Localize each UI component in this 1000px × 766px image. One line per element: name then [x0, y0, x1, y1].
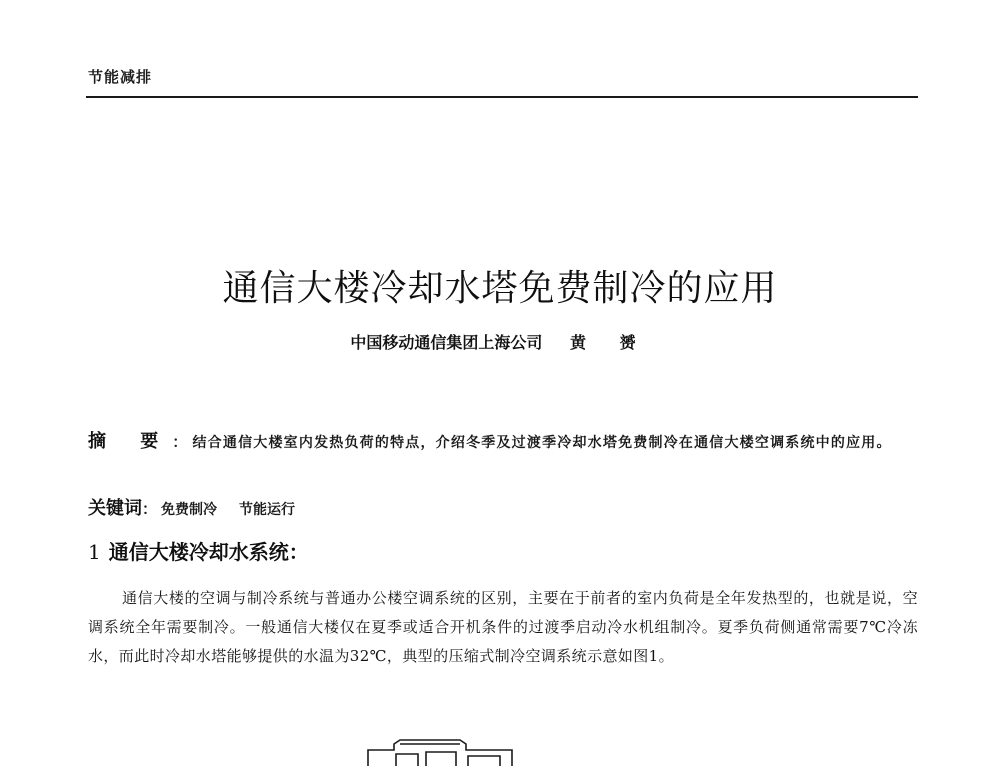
section-number: 1 [88, 540, 101, 564]
abstract-label: 摘 要 [88, 431, 173, 452]
section-heading [88, 536, 309, 565]
article-title: 通信大楼冷却水塔免费制冷的应用 [222, 268, 778, 309]
author-name: 黄 赟 [570, 333, 650, 352]
header-rule [86, 96, 918, 98]
keyword-item: 节能运行 [239, 502, 296, 518]
keywords-label: 关键词 [88, 498, 142, 519]
running-head-section: 节能减排 [88, 68, 153, 86]
abstract-text: 结合通信大楼室内发热负荷的特点，介绍冬季及过渡季冷却水塔免费制冷在通信大楼空调系统中的应用。 [192, 435, 892, 451]
cooling-system-diagram-icon [360, 736, 520, 766]
author-affiliation: 中国移动通信集团上海公司 [350, 333, 543, 352]
byline [0, 330, 1000, 353]
keywords [88, 494, 918, 520]
section-title: 通信大楼冷却水系统： [108, 540, 309, 564]
abstract-label-colon: ： [172, 433, 189, 451]
abstract [88, 428, 918, 457]
keywords-label-colon: ： [142, 500, 158, 518]
body-paragraph: 通信大楼的空调与制冷系统与普通办公楼空调系统的区别，主要在于前者的室内负荷是全年发热型的，也就是说，空调系统全年需要制冷。一般通信大楼仅在夏季或适合开机条件的过渡季启动冷水机组制冷。夏季负荷侧通常需要7℃冷冻水，而此时冷却水塔能够提供的水温为32℃，典型的压缩式制冷空调系统示意如图1。 [88, 589, 918, 665]
keyword-item: 免费制冷 [161, 502, 218, 518]
